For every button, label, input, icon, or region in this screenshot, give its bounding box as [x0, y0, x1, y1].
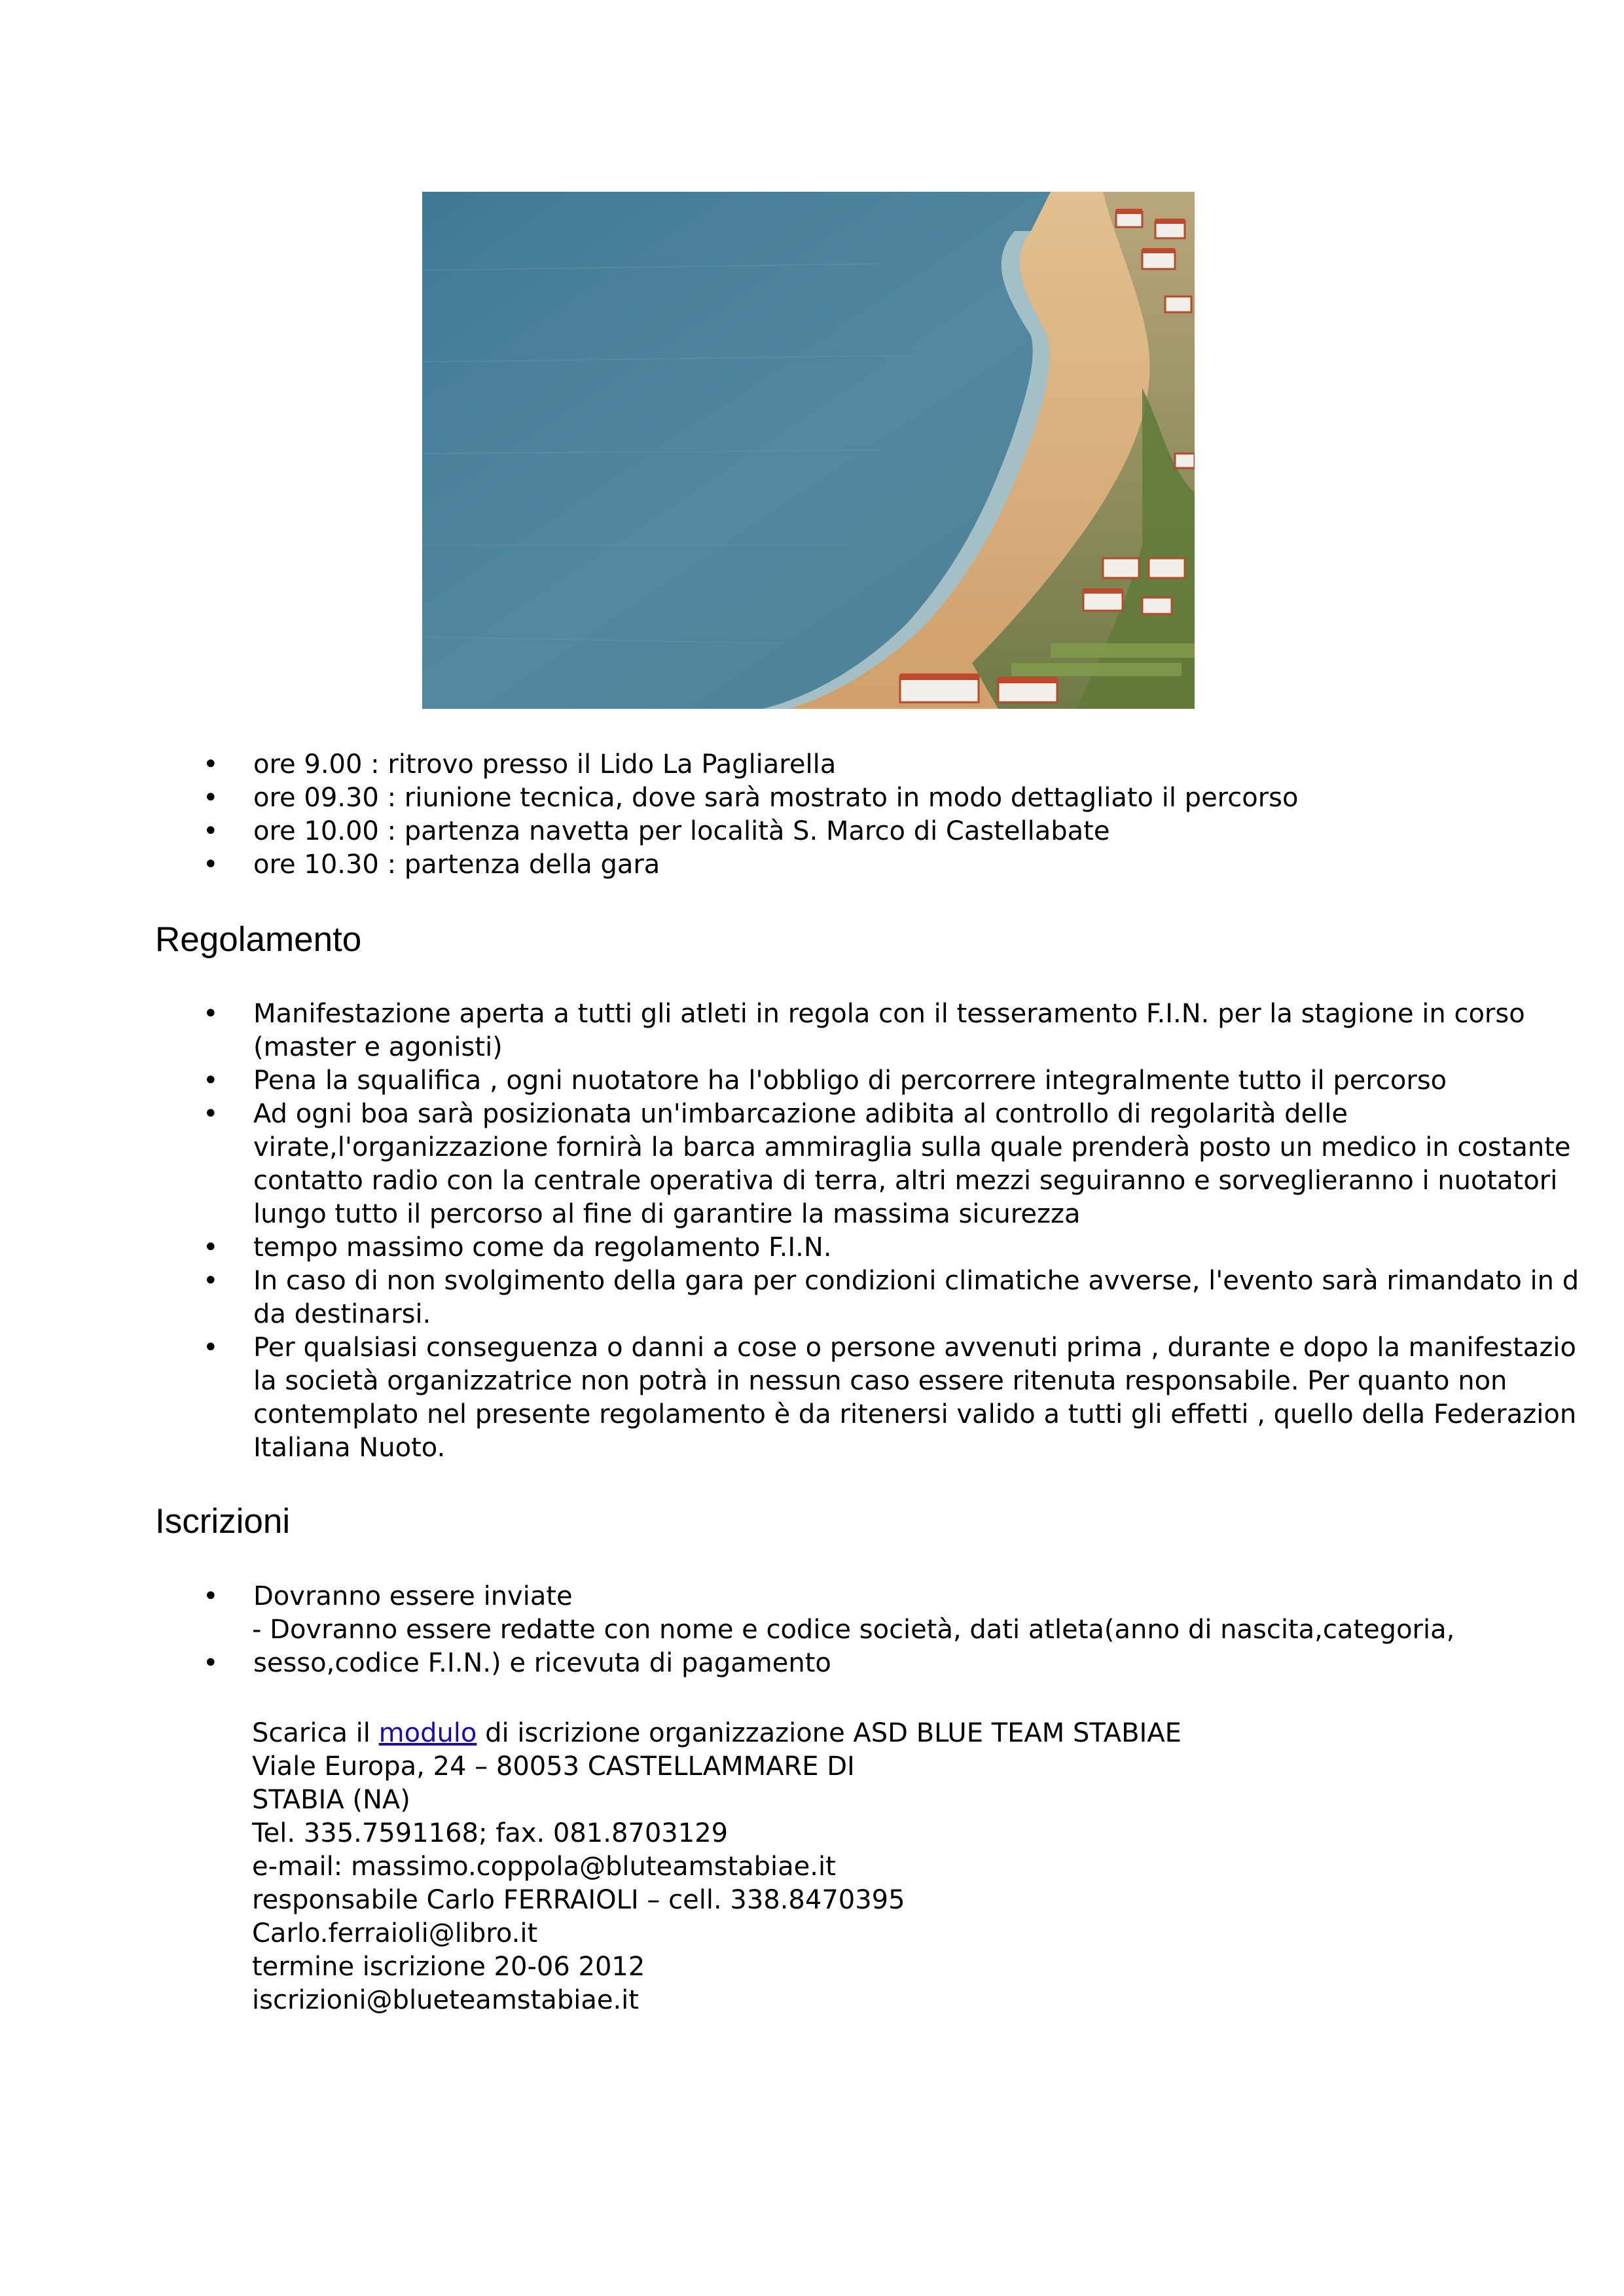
contact-line: Tel. 335.7591168; fax. 081.8703129: [252, 1818, 729, 1848]
iscrizioni-list: [155, 1580, 573, 1613]
list-item: [155, 1098, 1579, 1231]
list-item: [155, 781, 1298, 815]
schedule-item-text: ore 9.00 : ritrovo presso il Lido La Pagliarella: [253, 749, 837, 780]
modulo-link[interactable]: modulo: [378, 1718, 477, 1748]
contact-block: [252, 1717, 1182, 2017]
list-item: [155, 1265, 1579, 1331]
list-item: [155, 1331, 1579, 1465]
rule-line: contatto radio con la centrale operativa di terra, altri mezzi seguiranno e sorveglieranno i nuotatori: [253, 1166, 1558, 1196]
list-item: [155, 1064, 1579, 1098]
regolamento-list: [155, 997, 1579, 1465]
iscrizioni-item-text: • Dovranno essere inviate: [253, 1581, 573, 1611]
rule-line: • Per qualsiasi conseguenza o danni a cose o persone avvenuti prima , durante e dopo la manifestazio: [253, 1333, 1576, 1363]
schedule-item-text: ore 10.30 : partenza della gara: [253, 850, 660, 880]
rule-line: da destinarsi.: [253, 1299, 431, 1329]
contact-line: responsabile Carlo FERRAIOLI – cell. 338.8470395: [252, 1885, 905, 1915]
download-suffix: di iscrizione organizzazione ASD BLUE TEAM STABIAE: [477, 1718, 1182, 1748]
iscrizioni-item2-line1: - Dovranno essere redatte con nome e codice società, dati atleta(anno di nascita,categoria,: [252, 1615, 1455, 1645]
rule-line: Italiana Nuoto.: [253, 1433, 446, 1463]
list-item: [155, 848, 1298, 882]
contact-line: Carlo.ferraioli@libro.it: [252, 1918, 538, 1948]
list-item: [155, 815, 1298, 848]
schedule-item-text: ore 10.00 : partenza navetta per località S. Marco di Castellabate: [253, 816, 1110, 846]
iscrizioni-item-text: • sesso,codice F.I.N.) e ricevuta di pagamento: [253, 1648, 831, 1678]
contact-line: STABIA (NA): [252, 1785, 410, 1815]
rule-line: • Manifestazione aperta a tutti gli atleti in regola con il tesseramento F.I.N. per la stagione in corso: [253, 999, 1525, 1029]
contact-line: Viale Europa, 24 – 80053 CASTELLAMMARE DI: [252, 1751, 855, 1782]
download-prefix: Scarica il: [252, 1718, 379, 1748]
schedule-list: [155, 748, 1298, 882]
iscrizioni-heading: Iscrizioni: [155, 1502, 291, 1541]
list-item: [155, 1580, 573, 1613]
regolamento-heading: Regolamento: [155, 920, 362, 959]
contact-line: e-mail: massimo.coppola@bluteamstabiae.it: [252, 1852, 836, 1882]
list-item: [155, 748, 1298, 781]
rule-line: contemplato nel presente regolamento è da ritenersi valido a tutti gli effetti , quello della Federazion: [253, 1399, 1577, 1429]
list-item: [155, 1647, 831, 1680]
rule-line: lungo tutto il percorso al fine di garantire la massima sicurezza: [253, 1199, 1081, 1229]
beach-photo: [422, 192, 1195, 709]
rule-line: • tempo massimo come da regolamento F.I.N.: [253, 1232, 832, 1263]
rule-line: • Ad ogni boa sarà posizionata un'imbarcazione adibita al controllo di regolarità delle: [253, 1099, 1348, 1129]
rule-line: la società organizzatrice non potrà in nessun caso essere ritenuta responsabile. Per quanto non: [253, 1366, 1507, 1396]
contact-line: iscrizioni@blueteamstabiae.it: [252, 1985, 639, 2015]
rule-line: (master e agonisti): [253, 1032, 503, 1062]
rule-line: • In caso di non svolgimento della gara per condizioni climatiche avverse, l'evento sarà rimandato in d: [253, 1266, 1579, 1296]
schedule-item-text: ore 09.30 : riunione tecnica, dove sarà mostrato in modo dettagliato il percorso: [253, 783, 1299, 813]
list-item: [155, 997, 1579, 1064]
list-item: [155, 1231, 1579, 1265]
rule-line: virate,l'organizzazione fornirà la barca ammiraglia sulla quale prenderà posto un medico in costante: [253, 1132, 1571, 1162]
iscrizioni-list-2: [155, 1647, 831, 1680]
download-line: [252, 1717, 1182, 1750]
beach-photo-icon: [422, 192, 1195, 709]
rule-line: • Pena la squalifica , ogni nuotatore ha l'obbligo di percorrere integralmente tutto il percorso: [253, 1066, 1447, 1096]
contact-line: termine iscrizione 20-06 2012: [252, 1952, 645, 1982]
